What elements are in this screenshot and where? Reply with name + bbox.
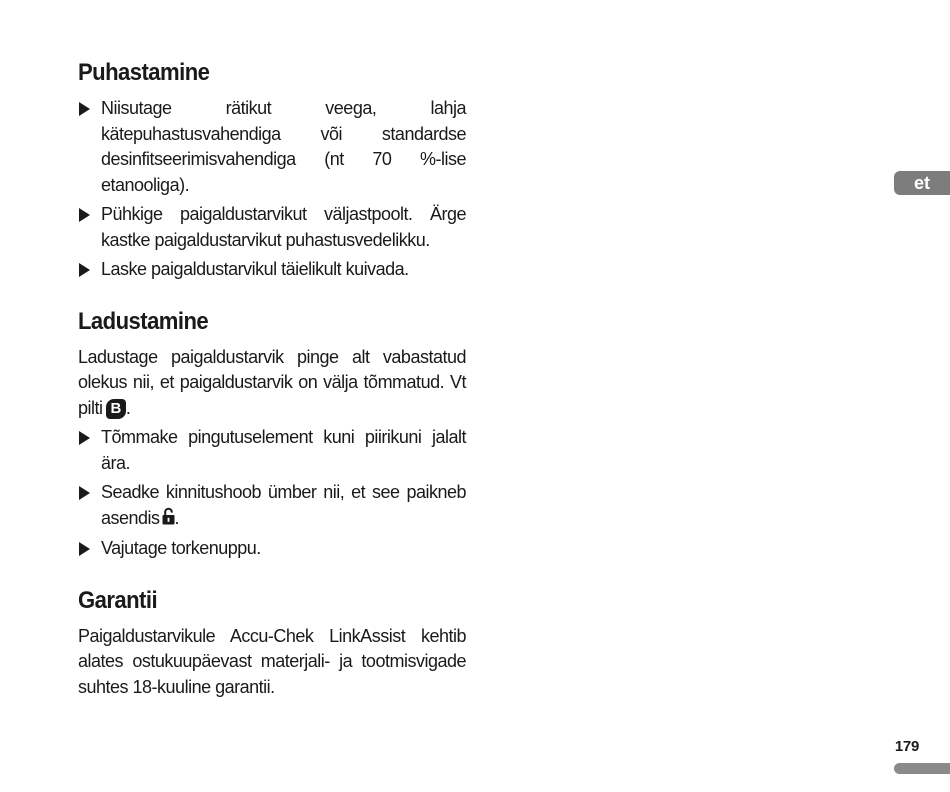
bullet-triangle-icon: [79, 102, 90, 116]
unlock-icon: [162, 507, 175, 533]
content-column: [78, 56, 466, 722]
bullet-text: Niisutage rätikut veega, lahja kätepuhastusvahendiga või standardse desinfitseerimisvahendiga (nt 70 %-lise etanooliga).: [101, 98, 466, 195]
bullet-triangle-icon: [79, 542, 90, 556]
list-item: [78, 96, 466, 198]
bullet-text-main: Seadke kinnitushoob ümber nii, et see paikneb asendis: [101, 482, 466, 528]
list-item: [78, 257, 466, 283]
bullet-text: Laske paigaldustarvikul täielikult kuivada.: [101, 259, 409, 279]
bullet-text-end: .: [174, 507, 180, 528]
bullet-list-puhastamine: [78, 96, 466, 283]
page-number: 179: [894, 738, 919, 755]
garantii-text: Paigaldustarvikule Accu-Chek LinkAssist kehtib alates ostukuupäevast materjali- ja tootmisvigade suhtes 18-kuuline garantii.: [78, 625, 466, 697]
bullet-triangle-icon: [79, 208, 90, 222]
intro-text: Ladustage paigaldustarvik pinge alt vabastatud olekus nii, et paigaldustarvik on välja tõmmatud. Vt pilti: [78, 346, 466, 418]
ladustamine-intro: [78, 345, 466, 422]
section-ladustamine: [78, 305, 466, 562]
bullet-text: Tõmmake pingutuselement kuni piirikuni jalalt ära.: [101, 427, 466, 473]
page-bar: [894, 763, 950, 774]
language-tab: et: [894, 171, 950, 195]
list-item: [78, 480, 466, 532]
bullet-text: Pühkige paigaldustarvikut väljastpoolt. Ärge kastke paigaldustarvikut puhastusvedelikku.: [101, 204, 466, 250]
bullet-list-ladustamine: [78, 425, 466, 562]
bullet-text: [101, 480, 466, 532]
list-item: [78, 425, 466, 476]
figure-b-badge: B: [106, 399, 126, 419]
heading-garantii: Garantii: [78, 586, 158, 614]
bullet-triangle-icon: [79, 486, 90, 500]
section-garantii: [78, 584, 466, 701]
list-item: [78, 536, 466, 562]
heading-ladustamine: Ladustamine: [78, 307, 209, 335]
bullet-triangle-icon: [79, 431, 90, 445]
heading-puhastamine: Puhastamine: [78, 59, 210, 86]
list-item: [78, 202, 466, 253]
intro-end: .: [125, 397, 131, 418]
bullet-text: Vajutage torkenuppu.: [101, 538, 261, 558]
section-puhastamine: [78, 56, 466, 283]
bullet-triangle-icon: [79, 263, 90, 277]
